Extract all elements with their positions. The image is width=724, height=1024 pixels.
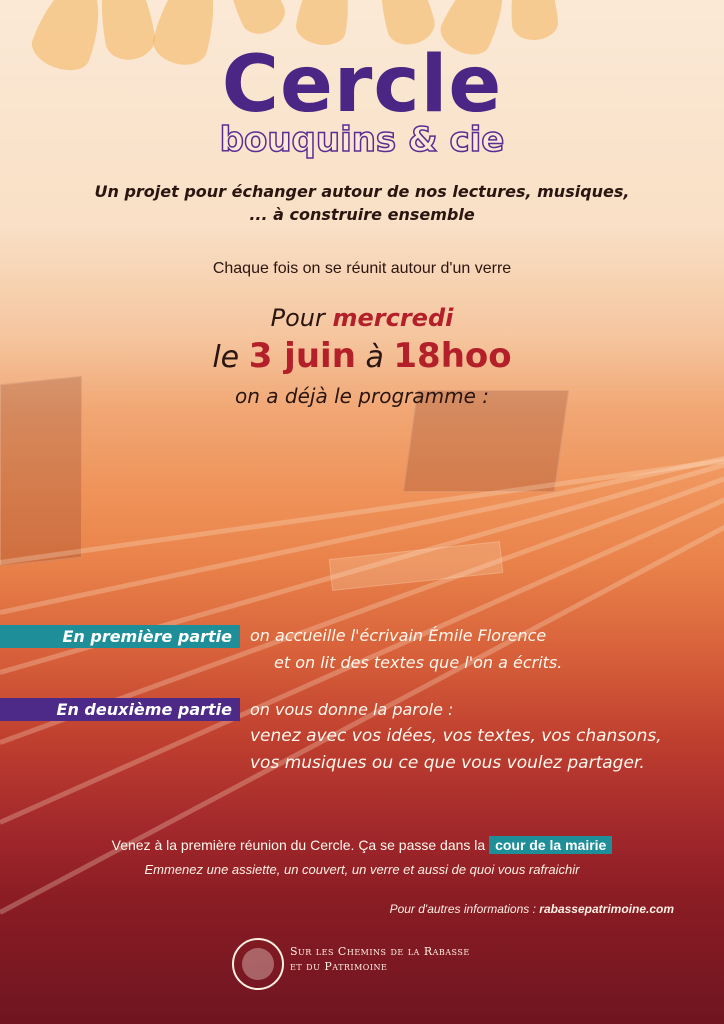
org-logo-icon	[232, 938, 284, 990]
poster-subtitle: bouquins & cie	[219, 120, 505, 160]
meeting-text	[0, 837, 724, 853]
part2-label: En deuxième partie	[0, 698, 240, 721]
date-day: mercredi	[332, 304, 454, 332]
date-le: le	[212, 340, 240, 375]
meeting-sentence: Venez à la première réunion du Cercle. Ça se passe dans la	[111, 837, 486, 853]
info-text	[390, 902, 674, 916]
date-value: 3 juin	[248, 336, 356, 376]
date-line-2	[0, 336, 724, 376]
part1-line-1: on accueille l'écrivain Émile Florence	[250, 626, 547, 645]
date-time: 18hoo	[393, 336, 512, 376]
bring-text: Emmenez une assiette, un couvert, un verre et aussi de quoi vous rafraichir	[144, 862, 580, 877]
intro-line-2: ... à construire ensemble	[249, 205, 475, 224]
every-time-text: Chaque fois on se réunit autour d'un verre	[212, 260, 512, 277]
intro-line-1: Un projet pour échanger autour de nos lectures, musiques,	[94, 182, 630, 201]
date-block	[0, 304, 724, 408]
date-line-1	[0, 304, 724, 332]
org-line-2: et du Patrimoine	[290, 960, 388, 973]
org-name	[290, 944, 470, 974]
location-highlight: cour de la mairie	[489, 836, 612, 854]
intro-text	[0, 180, 724, 226]
part1-line-2: et on lit des textes que l'on a écrits.	[274, 653, 563, 672]
part2-line-2: venez avec vos idées, vos textes, vos chansons,	[250, 726, 662, 746]
part1-label: En première partie	[0, 625, 240, 648]
part1-text	[250, 622, 562, 676]
info-label: Pour d'autres informations :	[389, 902, 536, 916]
poster-title: Cercle	[221, 40, 503, 130]
website-link[interactable]: rabassepatrimoine.com	[539, 902, 674, 916]
program-text: on a déjà le programme :	[235, 384, 489, 408]
part2-line-3: vos musiques ou ce que vous voulez partager.	[250, 753, 645, 773]
date-pour: Pour	[270, 304, 325, 332]
part2-text	[250, 696, 662, 777]
org-line-1: Sur les Chemins de la Rabasse	[290, 945, 470, 958]
date-a: à	[365, 340, 384, 375]
part2-line-1: on vous donne la parole :	[250, 700, 454, 719]
